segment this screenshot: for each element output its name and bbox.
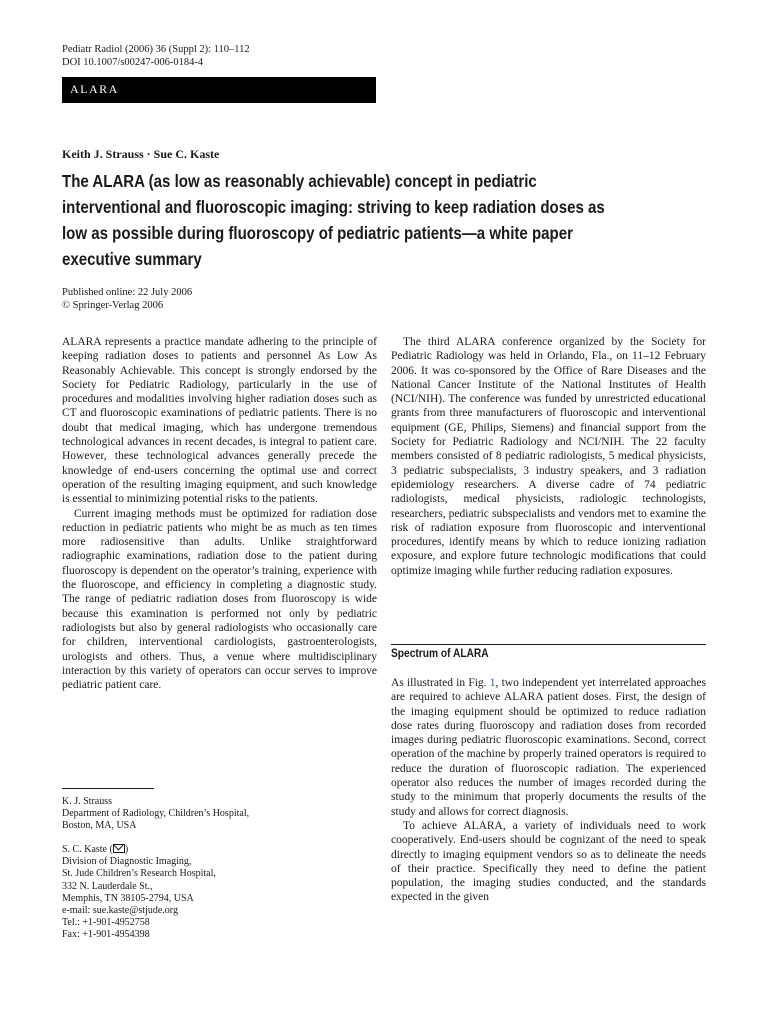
paragraph bbox=[391, 676, 706, 819]
fax-line: Fax: +1-901-4954398 bbox=[62, 929, 150, 941]
copyright: © Springer-Verlag 2006 bbox=[62, 300, 164, 311]
published-date: Published online: 22 July 2006 bbox=[62, 287, 193, 298]
left-column bbox=[62, 335, 377, 692]
affiliation-line: Boston, MA, USA bbox=[62, 820, 137, 832]
kaste-name: S. C. Kaste ( bbox=[62, 844, 113, 855]
phone-line: Tel.: +1-901-4952758 bbox=[62, 917, 150, 929]
paragraph-start: As illustrated in Fig. bbox=[391, 677, 490, 689]
affiliation-line: Department of Radiology, Children’s Hospital, bbox=[62, 808, 250, 820]
affiliation-divider bbox=[62, 788, 154, 789]
paragraph: The third ALARA conference organized by the Society for Pediatric Radiology was held in Orlando, Fla., on 11–12 February 2006. It was co-sponsored by the Office of Rare Diseases and the National Cancer Institute of the National Institutes of Health (NCI/NIH). The conference was funded by unrestricted educational grants from three manufacturers of fluoroscopic and interventional equipment (GE, Philips, Siemens) and financial support from the Society for Pediatric Radiology and NCI/NIH. The 22 faculty members consisted of 8 pediatric radiologists, 5 medical physicists, 3 pediatric subspecialists, 3 industry speakers, and 3 radiation epidemiology researchers. A diverse cadre of 74 pediatric radiologists, medical physicists, radiologic technologists, researchers, pediatric subspecialists and vendors met to examine the risk of radiation exposure from fluoroscopic and interventional procedures, identify means by which to reduce ionizing radiation exposure, and explore future technologic modifications that could optimize imaging while further reducing radiation exposures. bbox=[391, 336, 706, 577]
doi-line: DOI 10.1007/s00247-006-0184-4 bbox=[62, 57, 204, 68]
authors: Keith J. Strauss · Sue C. Kaste bbox=[62, 147, 220, 161]
affiliation-kaste bbox=[62, 844, 216, 942]
affiliation-line bbox=[62, 844, 216, 856]
affiliation-line: Division of Diagnostic Imaging, bbox=[62, 856, 192, 868]
figure-link[interactable]: 1 bbox=[489, 677, 496, 689]
right-column bbox=[391, 335, 706, 578]
right-column-section bbox=[391, 676, 706, 905]
affiliation-line: K. J. Strauss bbox=[62, 796, 113, 807]
journal-citation bbox=[62, 43, 250, 69]
section-heading: Spectrum of ALARA bbox=[391, 646, 489, 660]
email-line[interactable]: e-mail: sue.kaste@stjude.org bbox=[62, 905, 178, 917]
section-divider bbox=[391, 644, 706, 645]
paragraph-rest: , two independent yet interrelated approaches are required to achieve ALARA patient doses. First, the design of the imaging equipment should be optimized to reduce radiation dose rates during fluoroscopy and radiation doses from recorded images during pediatric fluoroscopic examinations. Second, correct operation of the machine by properly trained operators is required to reduce the duration of fluoroscopic radiation. The experienced operator also reduces the number of images recorded during the study to the minimum that properly documents the results of the study and allows for correct diagnosis. bbox=[391, 677, 706, 818]
article-title: The ALARA (as low as reasonably achievable) concept in pediatric interventional and fluoroscopic imaging: striving to keep radiation doses as low as possible during fluoroscopy of pediatric patients—a white paper executive summary bbox=[62, 171, 605, 269]
paragraph: To achieve ALARA, a variety of individuals need to work cooperatively. End-users should be cognizant of the need to speak directly to imaging equipment vendors so as to delineate the needs of their practice. Specifically they need to define the patient population, the imaging studies conducted, and the standards expected in the given bbox=[391, 819, 706, 904]
kaste-name-end: ) bbox=[124, 844, 129, 855]
paragraph: Current imaging methods must be optimized for radiation dose reduction in pediatric patients who might be as much as ten times more radiosensitive than adults. Unlike straightforward radiographic examinations, radiation dose to the patient during fluoroscopy is dependent on the operator’s training, experience with the fluoroscope, and efficiency in completing a diagnostic study. The range of pediatric radiation doses from fluoroscopy is wide because this examination is performed not only by pediatric radiologists but also by general radiologists who occasionally care for children, interventional cardiologists, gastroenterologists, urologists and others. Thus, a venue where multidisciplinary interaction by this variety of operators can occur serves to improve pediatric patient care. bbox=[62, 507, 377, 692]
banner-label: ALARA bbox=[70, 82, 119, 96]
affiliation-line: St. Jude Children’s Research Hospital, bbox=[62, 868, 216, 880]
affiliation-line: 332 N. Lauderdale St., bbox=[62, 880, 153, 892]
publication-info bbox=[62, 286, 192, 312]
envelope-icon bbox=[113, 844, 125, 853]
affiliation-line: Memphis, TN 38105-2794, USA bbox=[62, 892, 194, 904]
affiliation-strauss bbox=[62, 796, 249, 833]
paragraph: ALARA represents a practice mandate adhering to the principle of keeping radiation doses to patients and personnel As Low As Reasonably Achievable. This concept is strongly endorsed by the Society for Pediatric Radiology, particularly in the use of procedures and modalities involving higher radiation doses such as CT and fluoroscopic examinations of pediatric patients. There is no doubt that medical imaging, which has undergone tremendous technological advances in recent decades, is integral to patient care. However, these technological advances generally precede the knowledge of end-users concerning the optimal use and correct operation of the resulting imaging equipment, and such knowledge is essential to minimizing potential risks to the patients. bbox=[62, 336, 377, 506]
section-banner bbox=[62, 77, 376, 103]
citation-line-1: Pediatr Radiol (2006) 36 (Suppl 2): 110–112 bbox=[62, 44, 250, 55]
